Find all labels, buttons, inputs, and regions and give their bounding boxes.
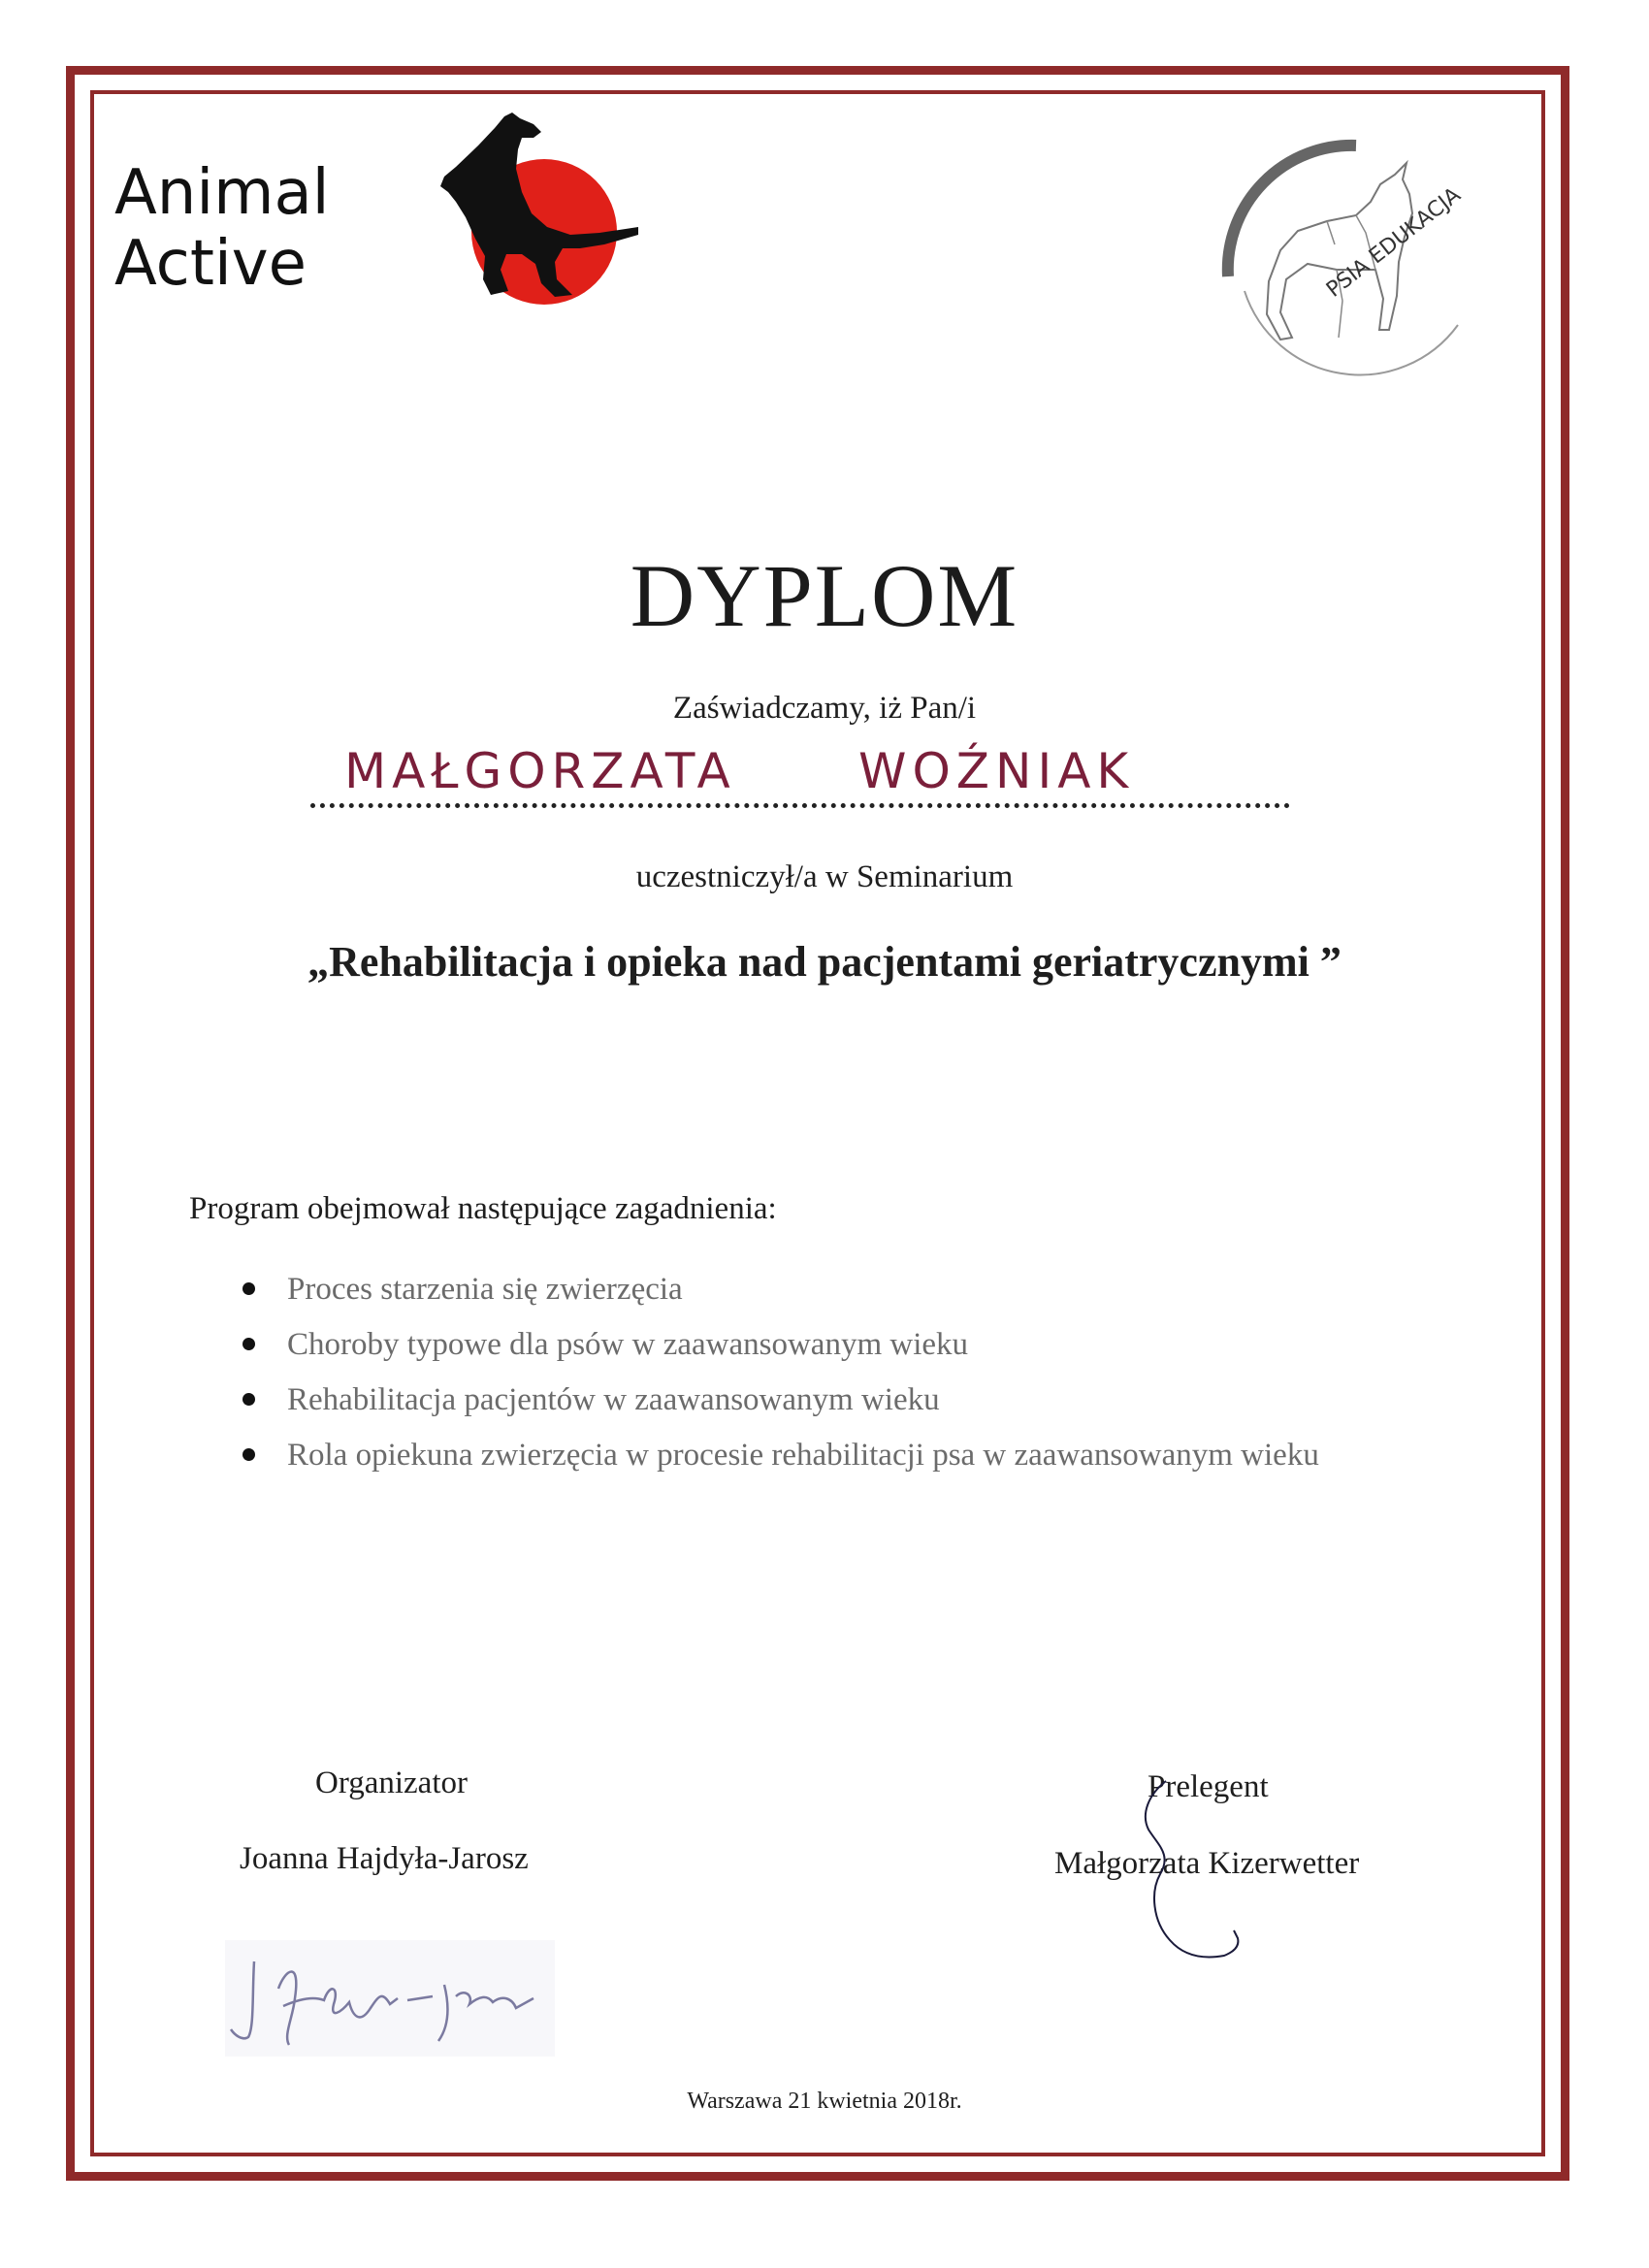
list-item: Choroby typowe dla psów w zaawansowanym wieku	[242, 1321, 1368, 1368]
bullet-icon	[242, 1338, 255, 1350]
certify-text: Zaświadczamy, iż Pan/i	[672, 691, 977, 726]
lecturer-name: Małgorzata Kizerwetter	[1054, 1846, 1360, 1881]
dachshund-icon	[114, 109, 638, 303]
logo-line-2: Active	[114, 228, 307, 300]
organizer-signature	[225, 1940, 555, 2057]
animal-active-logo	[114, 109, 638, 303]
organizer-label: Organizator	[315, 1766, 468, 1800]
topic-list	[242, 1266, 1368, 1487]
bullet-icon	[242, 1282, 255, 1295]
bullet-icon	[242, 1448, 255, 1461]
lecturer-label: Prelegent	[1148, 1769, 1269, 1804]
list-item: Rola opiekuna zwierzęcia w procesie rehabilitacji psa w zaawansowanym wieku	[242, 1432, 1368, 1478]
psia-edukacja-logo	[1220, 136, 1492, 388]
dotted-name-line	[310, 794, 1290, 808]
logo-line-1: Animal	[114, 157, 330, 229]
lecturer-signature	[1125, 1775, 1251, 1969]
bullet-icon	[242, 1393, 255, 1406]
place-and-date: Warszawa 21 kwietnia 2018r.	[687, 2089, 962, 2114]
program-intro: Program obejmował następujące zagadnienia:	[189, 1191, 777, 1226]
recipient-last-name: WOŹNIAK	[858, 743, 1135, 799]
seminar-title: „Rehabilitacja i opieka nad pacjentami geriatrycznymi ”	[307, 938, 1342, 986]
logo-text: PSIA EDUKACJA	[1322, 182, 1466, 303]
list-item: Proces starzenia się zwierzęcia	[242, 1266, 1368, 1312]
organizer-name: Joanna Hajdyła-Jarosz	[240, 1841, 529, 1876]
document-title: DYPLOM	[630, 546, 1019, 645]
recipient-first-name: MAŁGORZATA	[344, 743, 736, 799]
list-item: Rehabilitacja pacjentów w zaawansowanym wieku	[242, 1377, 1368, 1423]
participation-text: uczestniczył/a w Seminarium	[635, 859, 1014, 894]
